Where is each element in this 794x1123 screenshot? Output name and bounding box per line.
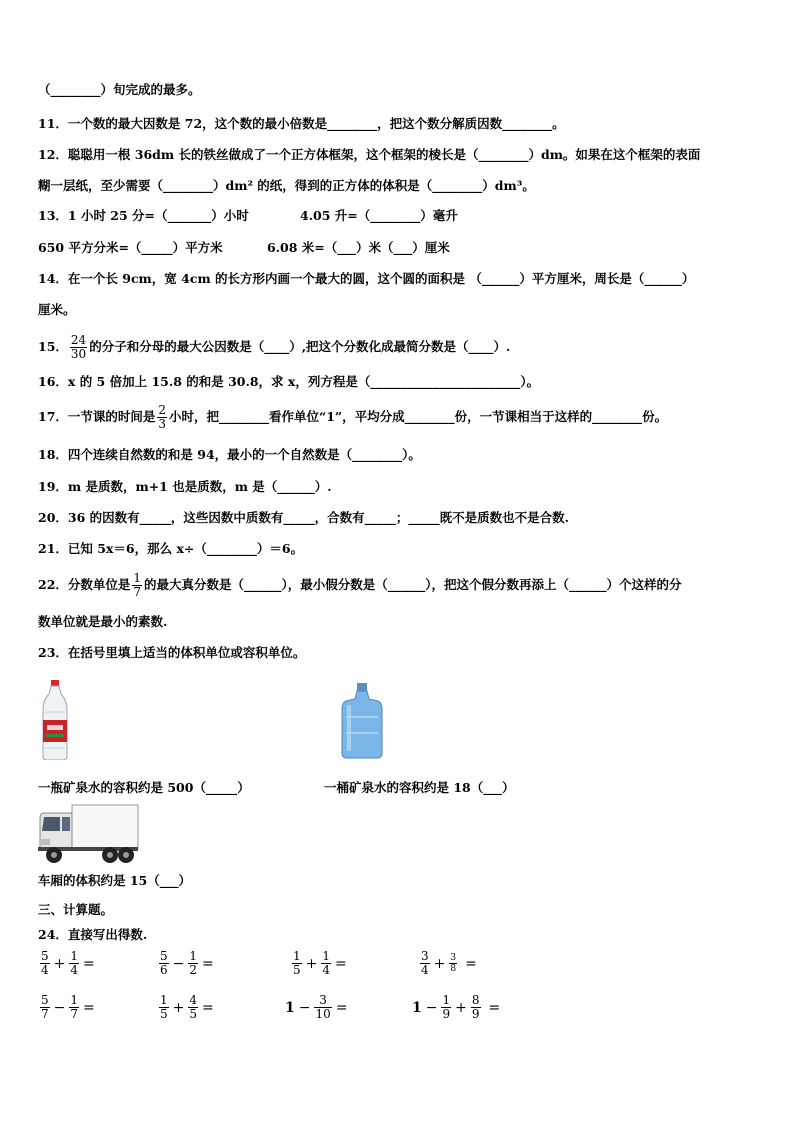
- q15-fraction: [70, 334, 87, 361]
- denominator: 5: [160, 1007, 168, 1021]
- equals-sign: =: [83, 999, 95, 1016]
- equals-sign: =: [465, 955, 477, 972]
- question-23: 23．在括号里填上适当的体积单位或容积单位。: [38, 645, 306, 660]
- denominator: 4: [70, 963, 79, 977]
- equals-sign: =: [83, 955, 95, 972]
- numerator: 1: [70, 993, 79, 1007]
- q17-text-pre: 17．一节课的时间是: [38, 409, 156, 424]
- denominator: 9: [442, 1007, 451, 1021]
- denominator: 4: [322, 963, 331, 977]
- truck-image: [38, 803, 140, 865]
- question-14-line2: 厘米。: [38, 302, 76, 317]
- question-19: 19．m 是质数，m+1 也是质数，m 是（______）.: [38, 479, 332, 494]
- calc-r1c2: [157, 950, 216, 977]
- fraction: [420, 950, 430, 977]
- numerator: 1: [189, 949, 198, 963]
- question-15: [38, 330, 510, 364]
- operator: −: [172, 955, 185, 972]
- equals-sign: =: [202, 955, 214, 972]
- fraction: [441, 994, 451, 1021]
- equals-sign: =: [335, 999, 348, 1016]
- question-13-part4: 6.08 米=（___）米（___）厘米: [267, 240, 450, 255]
- operator: +: [172, 999, 185, 1016]
- q22-text-post: 的最大真分数是（______），最小假分数是（______），把这个假分数再添上（______）个这样的分: [144, 577, 682, 592]
- fraction: [159, 950, 169, 977]
- question-21: 21．已知 5x＝6，那么 x÷（________）＝6。: [38, 541, 304, 556]
- question-12-line2: 糊一层纸，至少需要（________）dm² 的纸，得到的正方体的体积是（________）dm³。: [38, 178, 535, 193]
- fraction: [188, 950, 198, 977]
- denominator: 2: [189, 963, 198, 977]
- numerator: 1: [322, 949, 331, 963]
- calc-r2c3: [283, 994, 350, 1021]
- operator: −: [425, 999, 438, 1016]
- q17-numerator: 2: [158, 402, 167, 417]
- q17-denominator: 3: [158, 416, 167, 431]
- caption-bottle: 一瓶矿泉水的容积约是 500（_____）: [38, 780, 250, 795]
- q15-text: 的分子和分母的最大公因数是（____）,把这个分数化成最简分数是（____）.: [89, 339, 511, 354]
- q15-number: 15．: [38, 339, 68, 354]
- numerator: 1: [293, 949, 301, 963]
- numerator: 4: [189, 993, 198, 1007]
- operator: +: [433, 955, 446, 972]
- fraction: [40, 994, 50, 1021]
- q22-numerator: 1: [133, 570, 142, 585]
- caption-truck: 车厢的体积约是 15（___）: [38, 873, 191, 888]
- denominator: 7: [70, 1007, 79, 1021]
- fraction: [471, 994, 481, 1021]
- operator: +: [305, 955, 318, 972]
- question-18: 18．四个连续自然数的和是 94，最小的一个自然数是（________）。: [38, 447, 421, 462]
- question-22-line2: 数单位就是最小的素数.: [38, 614, 168, 629]
- question-24: 24．直接写出得数.: [38, 927, 148, 942]
- numerator: 5: [41, 993, 49, 1007]
- denominator: 4: [421, 963, 429, 977]
- whole-number: 1: [285, 999, 295, 1016]
- operator: +: [53, 955, 66, 972]
- calc-r1c4: [418, 950, 479, 977]
- denominator: 9: [471, 1007, 480, 1021]
- question-22-line1: [38, 566, 682, 604]
- denominator: 6: [160, 963, 168, 977]
- denominator: 5: [293, 963, 301, 977]
- calc-r1c3: [290, 950, 349, 977]
- q22-denominator: 7: [133, 584, 142, 599]
- q17-fraction: [157, 404, 167, 431]
- fraction: [69, 950, 79, 977]
- q17-text-post: 小时，把________看作单位“1”，平均分成________份，一节课相当于这样的________份。: [169, 409, 668, 424]
- fraction: [188, 994, 198, 1021]
- numerator: 5: [160, 949, 168, 963]
- water-bucket-image: [340, 683, 384, 759]
- denominator: 4: [41, 963, 49, 977]
- numerator: 1: [442, 993, 451, 1007]
- line-previous-question-tail: （________）旬完成的最多。: [38, 82, 201, 97]
- whole-number: 1: [412, 999, 422, 1016]
- denominator: 10: [315, 1007, 331, 1021]
- fraction: [159, 994, 169, 1021]
- fraction: [69, 994, 79, 1021]
- equals-sign: =: [335, 955, 347, 972]
- calc-r2c2: [157, 994, 216, 1021]
- question-12-line1: 12．聪聪用一根 36dm 长的铁丝做成了一个正方体框架，这个框架的棱长是（________）dm。如果在这个框架的表面: [38, 147, 701, 162]
- fraction: [314, 994, 331, 1021]
- denominator: 5: [189, 1007, 198, 1021]
- numerator: 3: [319, 993, 327, 1007]
- water-bottle-image: [40, 680, 70, 760]
- question-13-part1: 13．1 小时 25 分=（_______）小时: [38, 208, 249, 223]
- q15-numerator: 24: [70, 332, 87, 347]
- question-11: 11．一个数的最大因数是 72，这个数的最小倍数是________，把这个数分解质因数________。: [38, 116, 565, 131]
- calc-r2c4: [410, 994, 502, 1021]
- fraction: [40, 950, 50, 977]
- question-17: [38, 398, 667, 436]
- calc-r1c1: [38, 950, 97, 977]
- denominator: 7: [41, 1007, 49, 1021]
- numerator: 5: [41, 949, 49, 963]
- numerator: 3: [450, 953, 457, 963]
- operator: −: [53, 999, 66, 1016]
- q22-fraction: [132, 572, 142, 599]
- question-14-line1: 14．在一个长 9cm，宽 4cm 的长方形内画一个最大的圆，这个圆的面积是 （______）平方厘米，周长是（______）: [38, 271, 695, 286]
- fraction: [321, 950, 331, 977]
- question-13-part3: 650 平方分米=（_____）平方米: [38, 240, 223, 255]
- question-16: 16．x 的 5 倍加上 15.8 的和是 30.8，求 x，列方程是（________________________）。: [38, 374, 540, 389]
- caption-bucket: 一桶矿泉水的容积约是 18（___）: [324, 780, 515, 795]
- numerator: 1: [160, 993, 168, 1007]
- q22-text-pre: 22．分数单位是: [38, 577, 131, 592]
- fraction: [449, 953, 457, 974]
- numerator: 1: [70, 949, 79, 963]
- denominator: 8: [450, 964, 457, 974]
- operator: +: [455, 999, 467, 1016]
- q15-denominator: 30: [70, 346, 87, 361]
- numerator: 3: [421, 949, 429, 963]
- section-3-title: 三、计算题。: [38, 902, 114, 917]
- fraction: [292, 950, 302, 977]
- equals-sign: =: [488, 999, 501, 1016]
- operator: −: [298, 999, 311, 1016]
- calc-r2c1: [38, 994, 97, 1021]
- question-13-part2: 4.05 升=（________）毫升: [300, 208, 458, 223]
- equals-sign: =: [202, 999, 214, 1016]
- numerator: 8: [471, 993, 480, 1007]
- question-20: 20．36 的因数有_____，这些因数中质数有_____，合数有_____；_____既不是质数也不是合数.: [38, 510, 569, 525]
